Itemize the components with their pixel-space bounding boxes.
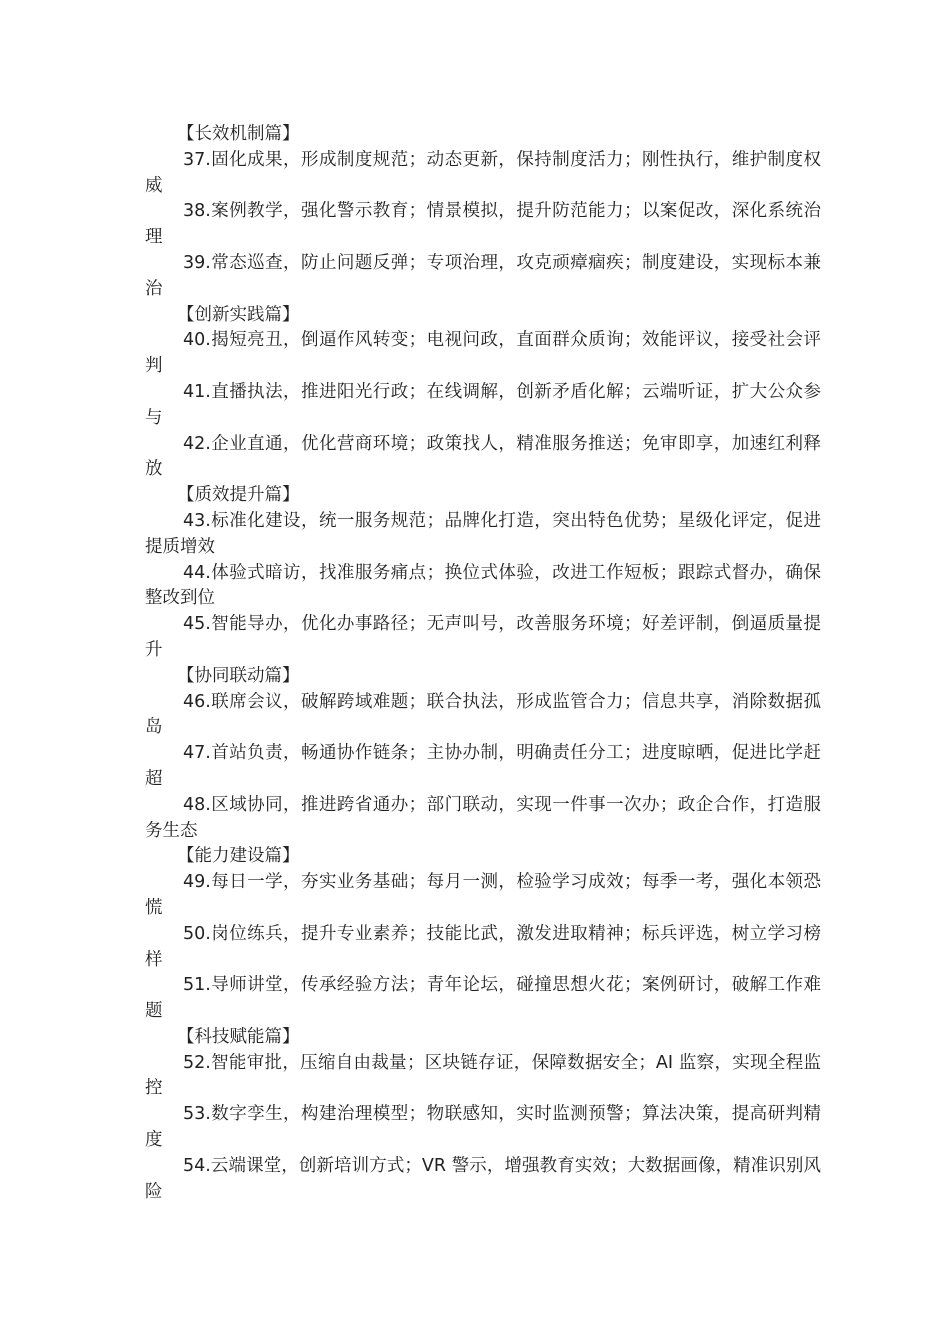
list-item: 52.智能审批，压缩自由裁量；区块链存证，保障数据安全；AI 监察，实现全程监控 xyxy=(145,1052,821,1099)
list-item: 54.云端课堂，创新培训方式；VR 警示，增强教育实效；大数据画像，精准识别风险 xyxy=(145,1155,821,1202)
list-item: 53.数字孪生，构建治理模型；物联感知，实时监测预警；算法决策，提高研判精度 xyxy=(145,1104,821,1151)
section-heading: 【协同联动篇】 xyxy=(177,665,300,686)
document-body xyxy=(145,122,821,1205)
section-heading: 【能力建设篇】 xyxy=(177,846,300,867)
section-heading: 【长效机制篇】 xyxy=(177,124,300,144)
list-item: 50.岗位练兵，提升专业素养；技能比武，激发进取精神；标兵评选，树立学习榜样 xyxy=(145,923,821,970)
list-item: 39.常态巡查，防止问题反弹；专项治理，攻克顽瘴痼疾；制度建设，实现标本兼治 xyxy=(145,252,821,299)
list-item: 40.揭短亮丑，倒逼作风转变；电视问政，直面群众质询；效能评议，接受社会评判 xyxy=(145,330,821,377)
list-item: 45.智能导办，优化办事路径；无声叫号，改善服务环境；好差评制，倒逼质量提升 xyxy=(145,614,821,660)
list-item: 49.每日一学，夯实业务基础；每月一测，检验学习成效；每季一考，强化本领恐慌 xyxy=(145,872,821,918)
list-item: 46.联席会议，破解跨域难题；联合执法，形成监管合力；信息共享，消除数据孤岛 xyxy=(145,691,821,738)
list-item: 44.体验式暗访，找准服务痛点；换位式体验，改进工作短板；跟踪式督办，确保整改到位 xyxy=(145,562,821,609)
section-heading: 【创新实践篇】 xyxy=(177,304,300,325)
list-item: 42.企业直通，优化营商环境；政策找人，精准服务推送；免审即享，加速红利释放 xyxy=(145,433,821,480)
section-heading: 【质效提升篇】 xyxy=(177,485,300,506)
list-item: 37.固化成果，形成制度规范；动态更新，保持制度活力；刚性执行，维护制度权威 xyxy=(145,149,821,196)
list-item: 41.直播执法，推进阳光行政；在线调解，创新矛盾化解；云端听证，扩大公众参与 xyxy=(145,381,821,428)
list-item: 48.区域协同，推进跨省通办；部门联动，实现一件事一次办；政企合作，打造服务生态 xyxy=(145,794,821,841)
list-item: 47.首站负责，畅通协作链条；主协办制，明确责任分工；进度晾晒，促进比学赶超 xyxy=(145,743,821,789)
list-item: 38.案例教学，强化警示教育；情景模拟，提升防范能力；以案促改，深化系统治理 xyxy=(145,201,821,248)
list-item: 51.导师讲堂，传承经验方法；青年论坛，碰撞思想火花；案例研讨，破解工作难题 xyxy=(145,975,821,1022)
section-heading: 【科技赋能篇】 xyxy=(177,1026,300,1047)
list-item: 43.标准化建设，统一服务规范；品牌化打造，突出特色优势；星级化评定，促进提质增效 xyxy=(145,510,821,557)
